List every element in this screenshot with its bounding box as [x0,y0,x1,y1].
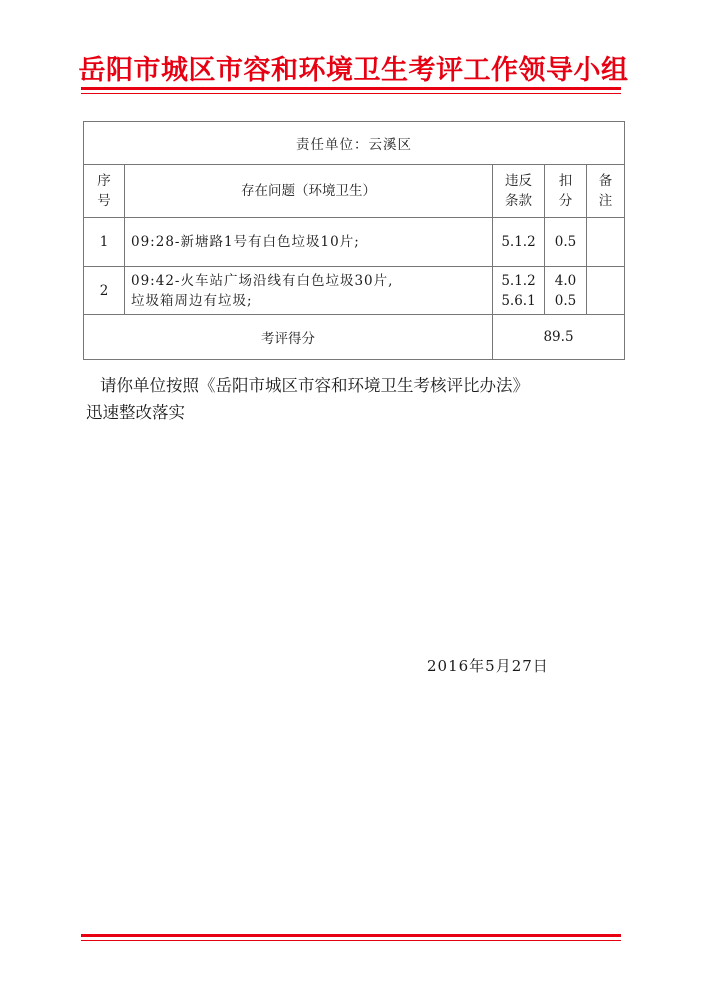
row-deduct-value: 0.5 [554,234,577,250]
header-rule-thin [81,93,621,94]
row-deduct [545,218,587,267]
row-deduct-value: 0.5 [554,292,577,309]
footer-rule-thick [81,934,621,937]
header-seq [84,165,125,218]
header-remark-line: 注 [598,193,613,209]
issue-date: 2016年5月27日 [427,657,549,675]
header-deduct [545,165,587,218]
header-clause-line: 条款 [505,193,532,209]
row-clause [493,267,545,315]
instruction-line: 迅速整改落实 [86,403,185,422]
score-value: 89.5 [493,315,625,360]
responsible-unit-row [84,122,625,165]
header-deduct-line: 扣 [558,173,573,189]
header-remark [587,165,625,218]
row-seq: 2 [84,267,125,315]
header-seq-line: 序 [97,173,111,189]
row-issue-line: 垃圾箱周边有垃圾; [131,292,253,309]
row-deduct [545,267,587,315]
header-issue: 存在问题（环境卫生） [125,165,493,218]
row-remark [587,267,625,315]
table-row [84,267,625,315]
header-clause-line: 违反 [505,173,532,189]
document-title: 岳阳市城区市容和环境卫生考评工作领导小组 [78,55,629,86]
row-remark [587,218,625,267]
row-seq: 1 [84,218,125,267]
header-remark-line: 备 [598,173,613,189]
table-header-row [84,165,625,218]
row-issue [125,267,493,315]
row-clause-value: 5.6.1 [501,292,536,309]
row-deduct-value: 4.0 [554,272,577,289]
row-clause-value: 5.1.2 [501,234,536,250]
header-clause [493,165,545,218]
responsible-unit: 责任单位：云溪区 [84,122,625,165]
score-row [84,315,625,360]
instruction-line: 请你单位按照《岳阳市城区市容和环境卫生考核评比办法》 [100,376,529,395]
table-row [84,218,625,267]
row-issue [125,218,493,267]
row-issue-line: 09:28-新塘路1号有白色垃圾10片; [131,234,360,250]
header-rule-thick [81,87,621,90]
evaluation-table [83,121,625,360]
row-clause [493,218,545,267]
score-label: 考评得分 [84,315,493,360]
header-deduct-line: 分 [558,193,573,209]
header-seq-line: 号 [97,193,111,209]
row-clause-value: 5.1.2 [501,272,536,289]
instruction-note [86,372,529,426]
row-issue-line: 09:42-火车站广场沿线有白色垃圾30片, [131,272,394,289]
footer-rule-thin [81,940,621,941]
